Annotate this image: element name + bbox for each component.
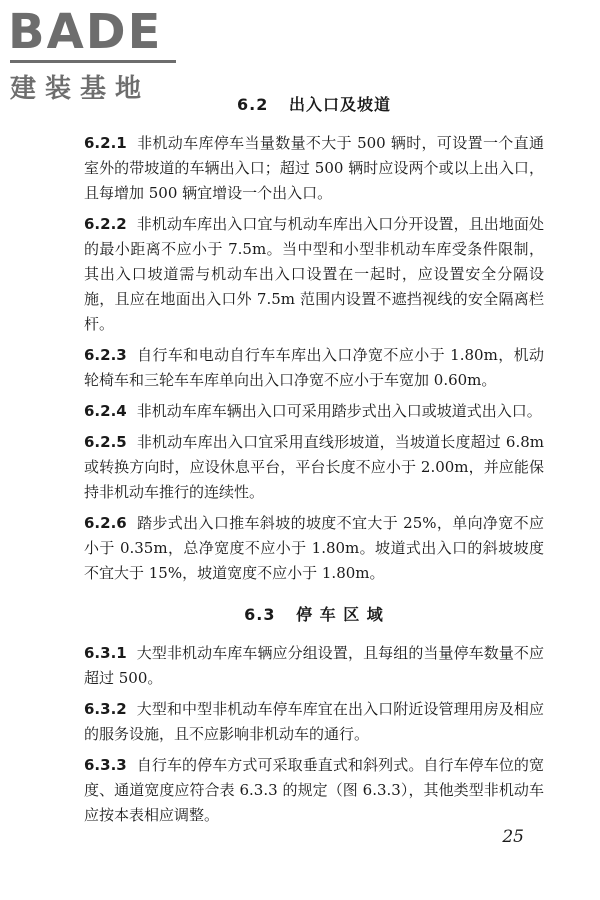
clause-number: 6.3.3 xyxy=(84,756,127,774)
clause-number: 6.2.3 xyxy=(84,346,127,364)
page-number: 25 xyxy=(502,827,524,847)
logo-chinese-text: 建装基地 xyxy=(10,74,151,104)
section-heading-6-3 xyxy=(84,602,544,625)
clause-number: 6.2.5 xyxy=(84,433,127,451)
clause-text: 大型非机动车库车辆应分组设置，且每组的当量停车数量不应超过 500。 xyxy=(84,644,544,687)
clause-number: 6.2.6 xyxy=(84,514,127,532)
clause-6-3-3 xyxy=(84,753,544,828)
clause-6-3-1 xyxy=(84,641,544,691)
clause-number: 6.2.2 xyxy=(84,215,127,233)
clause-number: 6.2.4 xyxy=(84,402,127,420)
logo xyxy=(8,4,178,104)
clause-text: 自行车的停车方式可采取垂直式和斜列式。自行车停车位的宽度、通道宽度应符合表 6.3.3 的规定（图 6.3.3），其他类型非机动车应按本表相应调整。 xyxy=(84,756,544,824)
clause-number: 6.3.1 xyxy=(84,644,127,662)
clause-6-2-5 xyxy=(84,430,544,505)
clause-number: 6.3.2 xyxy=(84,700,127,718)
section-number: 6.2 xyxy=(237,95,269,114)
document-body xyxy=(84,92,544,834)
section-number: 6.3 xyxy=(244,605,276,624)
clause-6-3-2 xyxy=(84,697,544,747)
clause-text: 非机动车库出入口宜与机动车库出入口分开设置，且出地面处的最小距离不应小于 7.5m。当中型和小型非机动车库受条件限制，其出入口坡道需与机动车出入口设置在一起时，应设置安全分隔设施，且应在地面出入口外 7.5m 范围内设置不遮挡视线的安全隔离栏杆。 xyxy=(84,215,544,333)
section-heading-6-2 xyxy=(84,92,544,115)
clause-text: 大型和中型非机动车停车库宜在出入口附近设管理用房及相应的服务设施，且不应影响非机动车的通行。 xyxy=(84,700,544,743)
clause-text: 非机动车库车辆出入口可采用踏步式出入口或坡道式出入口。 xyxy=(136,402,542,420)
section-title: 出入口及坡道 xyxy=(288,95,391,114)
logo-wordmark: BADE xyxy=(8,4,163,60)
clause-6-2-2 xyxy=(84,212,544,337)
clause-text: 踏步式出入口推车斜坡的坡度不宜大于 25%，单向净宽不应小于 0.35m，总净宽度不应小于 1.80m。坡道式出入口的斜坡坡度不宜大于 15%，坡道宽度不应小于 1.80m。 xyxy=(84,514,544,582)
clause-text: 自行车和电动自行车车库出入口净宽不应小于 1.80m，机动轮椅车和三轮车车库单向出入口净宽不应小于车宽加 0.60m。 xyxy=(84,346,544,389)
clause-text: 非机动车库出入口宜采用直线形坡道，当坡道长度超过 6.8m 或转换方向时，应设休息平台，平台长度不应小于 2.00m，并应能保持非机动车推行的连续性。 xyxy=(84,433,544,501)
logo-rule xyxy=(10,60,176,63)
clause-number: 6.2.1 xyxy=(84,134,127,152)
section-title: 停 车 区 域 xyxy=(296,605,384,624)
clause-6-2-1 xyxy=(84,131,544,206)
clause-6-2-4 xyxy=(84,399,544,424)
clause-6-2-3 xyxy=(84,343,544,393)
clause-text: 非机动车库停车当量数量不大于 500 辆时，可设置一个直通室外的带坡道的车辆出入口；超过 500 辆时应设两个或以上出入口，且每增加 500 辆宜增设一个出入口。 xyxy=(84,134,544,202)
clause-6-2-6 xyxy=(84,511,544,586)
